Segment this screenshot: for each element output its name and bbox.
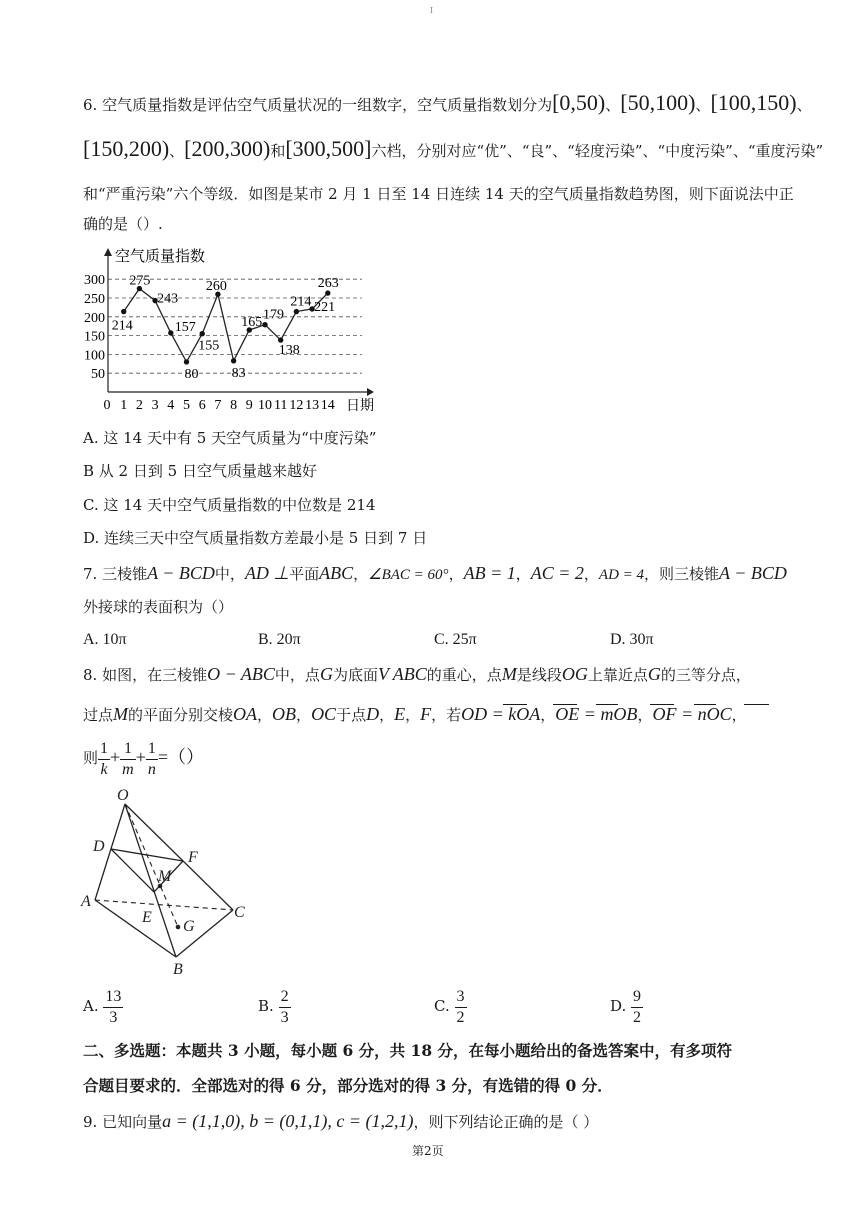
header-mark: I (430, 6, 434, 15)
section2-line2: 合题目要求的．全部选对的得 6 分，部分选对的得 3 分，有选错的得 0 分． (83, 1076, 613, 1095)
q8-line1 (83, 663, 751, 686)
data-point (184, 359, 189, 364)
q9-a: 9. 已知向量 (83, 1113, 163, 1131)
q8-line3: 则 $\frac{1}{k}$ + $\frac{1}{m}$ + $\frac{1}{n}$ =（） (83, 739, 205, 778)
q8-vec3: OF = nOC (652, 704, 732, 724)
q7-option-c: C. 25π (434, 631, 477, 648)
q8-pe: E (394, 704, 406, 724)
x-tick-label: 6 (198, 398, 206, 413)
q8-option-c: C. $\frac{3}{2}$ (434, 987, 465, 1026)
x-tick-label: 10 (258, 398, 272, 413)
q7-text-b: 中， (214, 565, 245, 583)
q8-option-a: A. $\frac{13}{3}$ (83, 987, 122, 1026)
data-point (278, 337, 283, 342)
label-e: E (142, 909, 152, 926)
q7-ad: AD = 4 (598, 567, 645, 583)
q6-line1 (83, 92, 812, 116)
q8-g2: G (647, 664, 661, 684)
label-c: C (234, 904, 245, 921)
interval-1: [50,100) (620, 90, 696, 115)
q9-b: ，则下列结论正确的是（ ） (413, 1113, 599, 1131)
q8-tri: V ABC (377, 664, 427, 684)
q8-e: 是线段 (516, 666, 562, 684)
data-label: 138 (278, 343, 300, 359)
q8-oc: OC (311, 704, 337, 724)
frac-1m: $\frac{1}{m}$ (122, 739, 134, 778)
x-tick-label: 9 (245, 398, 253, 413)
x-tick-label: 3 (151, 398, 159, 413)
data-label: 275 (129, 273, 151, 289)
interval-5: [300,500] (285, 136, 372, 161)
q7-text-c: ，则三棱锥 (644, 565, 720, 583)
x-tick-label: 1 (120, 398, 128, 413)
q6-option-b: B 从 2 日到 5 日空气质量越来越好 (83, 462, 317, 480)
data-label: 243 (157, 291, 179, 307)
x-tick-label: 11 (273, 398, 288, 413)
sep: 、 (695, 96, 711, 114)
y-axis-arrow (104, 248, 112, 256)
label-d: D (93, 838, 105, 855)
q6-intro: 6. 空气质量指数是评估空气质量状况的一组数字，空气质量指数划分为 (83, 96, 553, 114)
x-tick-label: 13 (305, 398, 320, 413)
q8-f: 上靠近点 (587, 666, 648, 684)
q6-line2-tail: 六档，分别对应“优”、“良”、“轻度污染”、“中度污染”、“重度污染” (371, 142, 824, 160)
q6-option-a: A. 这 14 天中有 5 天空气质量为“中度污染” (83, 429, 377, 447)
q8-a: 8. 如图，在三棱锥 (83, 666, 208, 684)
data-label: 157 (174, 319, 196, 335)
q8-2d: ，若 (431, 706, 462, 724)
data-point (262, 322, 267, 327)
x-tick-label: 5 (183, 398, 190, 413)
section2-line1: 二、多选题：本题共 3 小题，每小题 6 分，共 18 分，在每小题给出的备选答案中，有多项符 (83, 1041, 733, 1060)
x-tick-label: 12 (289, 398, 304, 413)
q8-g-tail: 的三等分点， (660, 666, 751, 684)
x-axis-label: 日期 (346, 399, 374, 414)
q7-line2: 外接球的表面积为（） (83, 598, 234, 616)
q6-option-d: D. 连续三天中空气质量指数方差最小是 5 日到 7 日 (83, 529, 428, 547)
y-tick-label: 150 (84, 329, 105, 345)
q7-line1: 7. 三棱锥A − BCD中，AD ⊥平面ABC，∠BAC = 60°，AB = 1，AC = 2，AD = 4，则三棱锥A − BCD (83, 563, 787, 583)
sep: 、 (605, 96, 621, 114)
x-tick-label: 2 (135, 398, 143, 413)
q8-d: 的重心，点 (426, 666, 502, 684)
frac-1n: $\frac{1}{n}$ (147, 739, 156, 778)
q8-3a: 则 (83, 749, 99, 767)
interval-3: [150,200) (83, 136, 170, 161)
q8-vec1: OD = kOA (461, 704, 541, 724)
point-g (176, 925, 181, 930)
edge-oc (125, 804, 233, 910)
q8-2a: 过点 (83, 706, 114, 724)
x-tick-label: 14 (320, 398, 335, 413)
x-axis-arrow (367, 388, 374, 396)
interval-2: [100,150) (710, 90, 797, 115)
x-tick-label: 0 (103, 398, 111, 413)
q9-line1 (83, 1110, 598, 1133)
data-label: 221 (314, 299, 336, 315)
q8-ob: OB (272, 704, 297, 724)
tetrahedron-figure (78, 782, 268, 982)
q7-option-a: A. 10π (83, 631, 127, 648)
x-tick-label: 7 (214, 398, 222, 413)
x-tick-label: 4 (167, 398, 175, 413)
q6-line4: 确的是（）. (83, 215, 163, 233)
data-label: 260 (205, 279, 227, 295)
q9-vectors: a = (1,1,0), b = (0,1,1), c = (1,2,1) (162, 1111, 414, 1131)
q8-g: G (319, 664, 333, 684)
data-label: 165 (241, 314, 263, 330)
q7-angle: ∠BAC = 60° (368, 567, 449, 583)
and-word: 和 (270, 142, 286, 160)
data-point (168, 330, 173, 335)
q7-abc: ABC (319, 563, 354, 583)
label-g: G (183, 918, 195, 935)
y-axis-label: 空气质量指数 (115, 249, 206, 265)
sep: 、 (796, 96, 812, 114)
q7-option-d: D. 30π (610, 631, 654, 648)
aqi-chart (80, 240, 380, 415)
q8-option-d: D. $\frac{9}{2}$ (610, 987, 642, 1026)
q8-eq-tail: =（） (157, 747, 205, 767)
q8-pf: F (420, 704, 432, 724)
interval-0: [0,50) (552, 90, 606, 115)
q7-ad-perp: AD ⊥ (244, 563, 290, 583)
frac-1k: $\frac{1}{k}$ (100, 739, 109, 778)
data-point (200, 331, 205, 336)
x-tick-label: 8 (230, 398, 238, 413)
data-label: 179 (263, 307, 284, 323)
y-tick-label: 100 (84, 348, 105, 364)
q7-ab: AB = 1 (463, 563, 516, 583)
edge-ac-hidden (95, 900, 233, 910)
q8-vec2: OE = mOB (555, 704, 638, 724)
q8-oa: OA (233, 704, 258, 724)
q6-line2 (83, 138, 823, 162)
label-b: B (173, 961, 183, 978)
q7-option-b: B. 20π (258, 631, 301, 648)
q6-option-c: C. 这 14 天中空气质量指数的中位数是 214 (83, 496, 376, 514)
label-m: M (158, 868, 172, 885)
q8-line2: 过点M的平面分别交棱OA，OB，OC于点D，E，F，若OD = kOA，OE = mOB，OF = nOC， (83, 704, 747, 724)
interval-4: [200,300) (184, 136, 271, 161)
edge-ab (95, 900, 176, 957)
data-point (231, 358, 236, 363)
label-a: A (81, 893, 91, 910)
q8-c: 为底面 (332, 666, 378, 684)
q8-2m: M (113, 704, 129, 724)
data-point (121, 309, 126, 314)
y-tick-label: 250 (84, 292, 105, 307)
q8-2c: 于点 (336, 706, 367, 724)
y-tick-label: 200 (84, 310, 105, 326)
data-label: 214 (290, 294, 312, 310)
q8-2b: 的平面分别交棱 (128, 706, 234, 724)
q8-pd: D (366, 704, 380, 724)
data-label: 155 (198, 338, 220, 354)
data-point (294, 309, 299, 314)
q8-og: OG (561, 664, 588, 684)
q8-m: M (501, 664, 517, 684)
q7-ac: AC = 2 (530, 563, 584, 583)
y-tick-label: 50 (91, 367, 105, 383)
q7-tetra: A − BCD (147, 563, 215, 583)
sep: 、 (169, 142, 185, 160)
label-o: O (117, 787, 129, 804)
q7-plane: 平面 (289, 565, 320, 583)
q8-b: 中，点 (274, 666, 320, 684)
y-tick-label: 300 (84, 273, 105, 289)
q8-option-b: B. $\frac{2}{3}$ (258, 987, 289, 1026)
data-label: 214 (111, 318, 133, 334)
data-label: 263 (317, 276, 339, 292)
q7-tetra-2: A − BCD (719, 563, 787, 583)
q6-line3: 和“严重污染”六个等级．如图是某市 2 月 1 日至 14 日连续 14 天的空气质量指数趋势图，则下面说法中正 (83, 185, 794, 203)
data-label: 80 (184, 366, 199, 382)
q8-tetra: O − ABC (207, 664, 275, 684)
data-label: 83 (231, 365, 246, 381)
q7-text-a: 7. 三棱锥 (83, 565, 148, 583)
data-point (325, 290, 330, 295)
label-f: F (188, 849, 198, 866)
page-footer: 第2页 (412, 1144, 444, 1158)
